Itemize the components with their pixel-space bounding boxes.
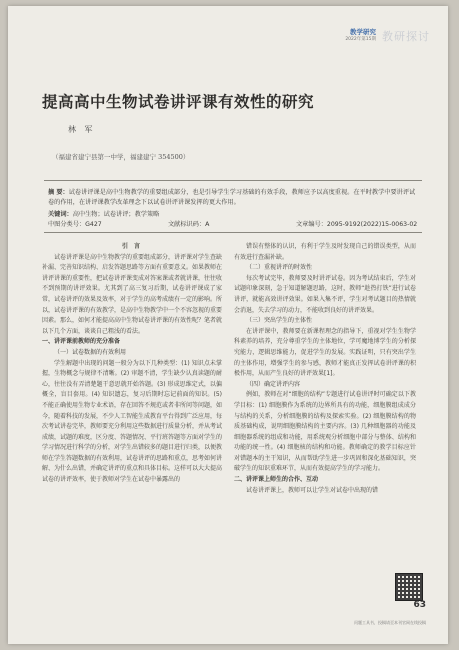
- footer-note: 问题工具书，投稿请至本刊官网在线投稿: [354, 620, 426, 625]
- paragraph: 例如，教师在对“细胞的结构”专题进行试卷讲评时可确定以下教学目标：(1) 细胞膜作为系统的边界所具有的功能，细胞膜组成成分与结构的关系，分析细胞膜的结构及探索实验。(2) 细胞膜结构的物质基础构成，说明细胞膜结构的主要内容。(3) 几种细胞器的功能及细胞器系统的组成和功能，用系统观分析细胞中部分与整体、结构和功能的统一性。(4) 细胞核的结构和功能。教师确定的教学目标应针对错题本的主干知识，从而帮助学生进一步巩固和深化基础知识，突破学生的知识重难环节，从而有效提高学生的学习能力。: [234, 391, 416, 473]
- right-column: [234, 242, 416, 496]
- article-title: 提高高中生物试卷讲评课有效性的研究: [42, 93, 315, 111]
- affiliation: （福建省建宁县第一中学，福建建宁 354500）: [52, 153, 190, 161]
- keywords-text: 高中生物；试卷讲评；教学策略: [72, 211, 160, 218]
- column-name: 教学研究: [350, 28, 376, 36]
- author: 林 军: [68, 125, 96, 134]
- subheading: （三）突出学生的主体性: [246, 317, 313, 325]
- clc-number: 中图分类号：G427: [48, 221, 102, 228]
- paragraph: 每次考试完毕，教师要及时讲评试卷。因为考试结束后，学生对试题印象深刻，急于知道解题思路，这时，教师“趁热打铁”进行试卷讲评，就能高效讲评效果。如果入集不评，学生对考试题目的热情就会消退，失去学习的动力，不能收到良好的讲评效果。: [234, 274, 416, 314]
- journal-page: [8, 6, 448, 644]
- subheading: 一、讲评课前教师的充分准备: [42, 338, 121, 346]
- section-heading: 引 言: [121, 243, 143, 250]
- subheading: （二）重视讲评的时效性: [246, 264, 313, 272]
- paragraph: 错误有整体的认识，有利于学生及时发现自己的错误类型，从而有效进行查漏补缺。: [234, 243, 416, 261]
- paragraph: 在讲评课中，教师要在新课程理念的指导下，重视对学生生物学科素养的培养，充分尊重学生的主体地位，学可魔地博学生的分析探究能力，逻辑思维能力，促进学生的发展。实践证明，只有突出学生的主体作用，增强学生的参与感，教师才能真正发挥试卷讲评课的积极作用，从而产生良好的讲评效果[1]。: [234, 327, 416, 378]
- keywords: [48, 209, 418, 218]
- column-english: 教研探讨: [382, 30, 430, 43]
- abstract-label: 摘 要：: [48, 189, 69, 196]
- issue-note: 2022年第15期: [345, 37, 376, 42]
- abstract-text: 试卷讲评课是高中生物教学的重要组成部分，也是引导学生学习基础的有效手段，教师应予以高度重视。在平时教学中要讲评试卷的作用，在讲评课教学改革理念下以试卷讲评讲课发挥的更大作用。: [48, 189, 416, 206]
- left-column: [42, 242, 222, 486]
- paragraph: 试卷讲评课是高中生物教学的重要组成部分，讲评课对学生查缺补漏、完善知识结构、启发答题思路等方面有重要意义。如果教师在讲评讲课的重要性，把试卷讲评课变成对答案课或者就讲课，往往收不到预期的讲评效果。尤其到了高三复习后期，试卷讲评课成了家常，试卷讲评的效果及效率，对于学生的高考成绩有一定的影响。所以，试卷讲评课的有效教学，是高中生物教学中一个不容忽视的重要因素。那么，如何才能提高高中生物试卷讲评课的有效性呢？笔者就以下几个方面，谈谈自己粗浅的看法。: [42, 253, 223, 335]
- article-number: 文章编号：2095-9192(2022)15-0063-02: [296, 221, 418, 228]
- qr-code-frame: [396, 574, 422, 600]
- keywords-label: 关键词：: [48, 211, 73, 218]
- document-code: 文献标识码：A: [168, 221, 210, 228]
- paragraph: 学生解题中出现的问题一般分为以下几种类型：(1) 知识点未掌握，生物概念与规律不清晰。(2) 审题不清，学生缺少认真读题的耐心，往往没有弄清楚题干意思就开始答题。(3) 形成思维定式，以偏概全，盲目套用。(4) 知识遗忘，复习后期时忘记前面的知识。(5) 不能正确使用生物专业术语，存在回答不规范或者非所问等问题，如今，随着科技的发展，不少人工智能生成教育平台得到广泛应用，每次考试讲卷完毕，教师要充分利用这些数据进行质量分析，并从考试成绩，试题的难度，区分度、答题情况、平行班答题等方面对学生的学习情况进行科学的分析，对学生出错较多的题目进行归类，以便教师在学生答题数据的有效利用，试卷讲评的思路和重点，思考如何讲解、为什么出错，并确定讲评的重点和具体目标。这样可以大大提高试卷的讲评效率，使于教师对学生在试卷中暴露出的: [42, 359, 223, 484]
- column-header: [345, 28, 430, 44]
- page-number: 63: [413, 600, 426, 610]
- paragraph: 试卷讲评课上，教师可以让学生对试卷中出现的错: [246, 486, 379, 494]
- subheading: （一）试卷数据的有效利用: [54, 348, 127, 356]
- abstract: [48, 188, 418, 208]
- divider-top: [44, 180, 422, 181]
- subheading: （四）确定讲评内容: [246, 380, 301, 388]
- divider-bottom: [44, 232, 422, 233]
- subheading: 二、讲评课上师生的合作、互动: [234, 476, 319, 484]
